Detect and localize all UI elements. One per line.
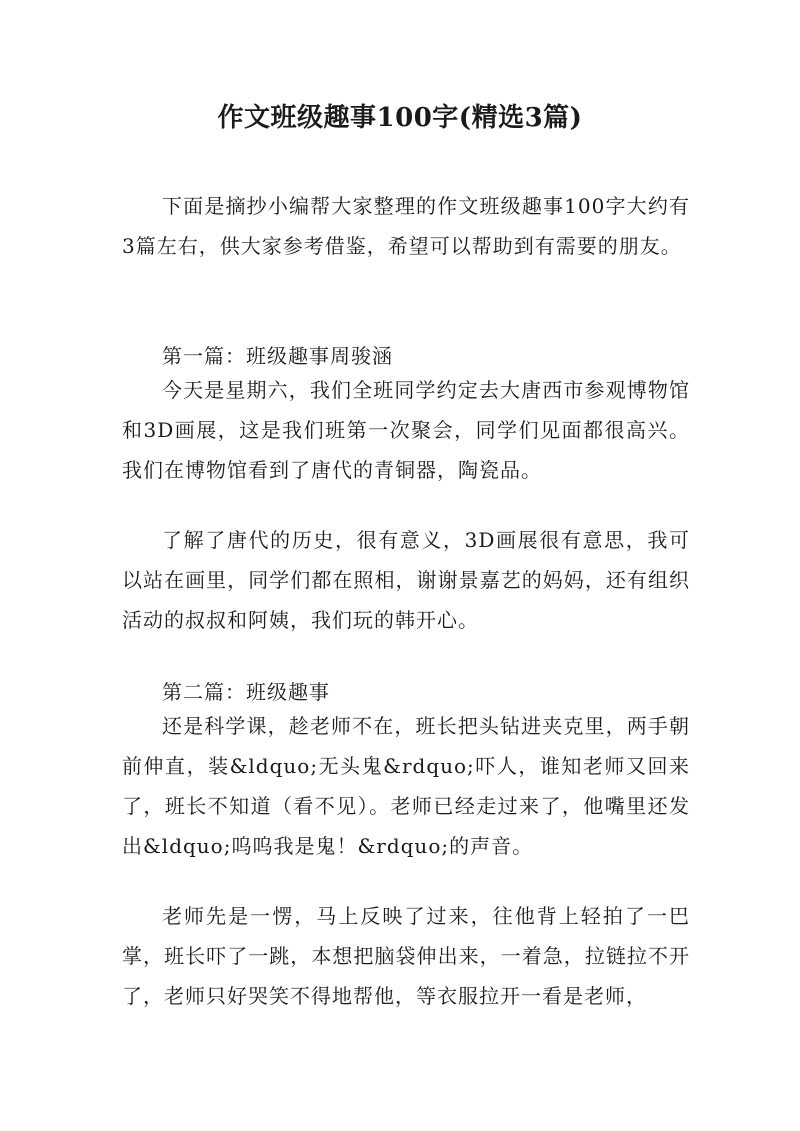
section-heading-1: 第一篇：班级趣事周骏涵 bbox=[162, 344, 393, 368]
section-1-paragraph-1: 今天是星期六，我们全班同学约定去大唐西市参观博物馆和3D画展，这是我们班第一次聚会，同学们见面都很高兴。我们在博物馆看到了唐代的青铜器，陶瓷品。 bbox=[122, 378, 690, 482]
section-2-paragraph-2: 老师先是一愣，马上反映了过来，往他背上轻拍了一巴掌，班长吓了一跳，本想把脑袋伸出来，一着急，拉链拉不开了，老师只好哭笑不得地帮他，等衣服拉开一看是老师， bbox=[122, 904, 690, 1008]
document-title: 作文班级趣事100字(精选3篇) bbox=[217, 103, 583, 133]
section-heading-2: 第二篇：班级趣事 bbox=[162, 680, 330, 704]
intro-paragraph: 下面是摘抄小编帮大家整理的作文班级趣事100字大约有3篇左右，供大家参考借鉴，希望可以帮助到有需要的朋友。 bbox=[122, 194, 690, 258]
section-1-paragraph-2: 了解了唐代的历史，很有意义，3D画展很有意思，我可以站在画里，同学们都在照相，谢谢景嘉艺的妈妈，还有组织活动的叔叔和阿姨，我们玩的韩开心。 bbox=[122, 528, 690, 632]
section-2-paragraph-1: 还是科学课，趁老师不在，班长把头钻进夹克里，两手朝前伸直，装&ldquo;无头鬼&rdquo;吓人，谁知老师又回来了，班长不知道（看不见）。老师已经走过来了，他嘴里还发出&ldquo;呜呜我是鬼！&rdquo;的声音。 bbox=[122, 714, 690, 858]
